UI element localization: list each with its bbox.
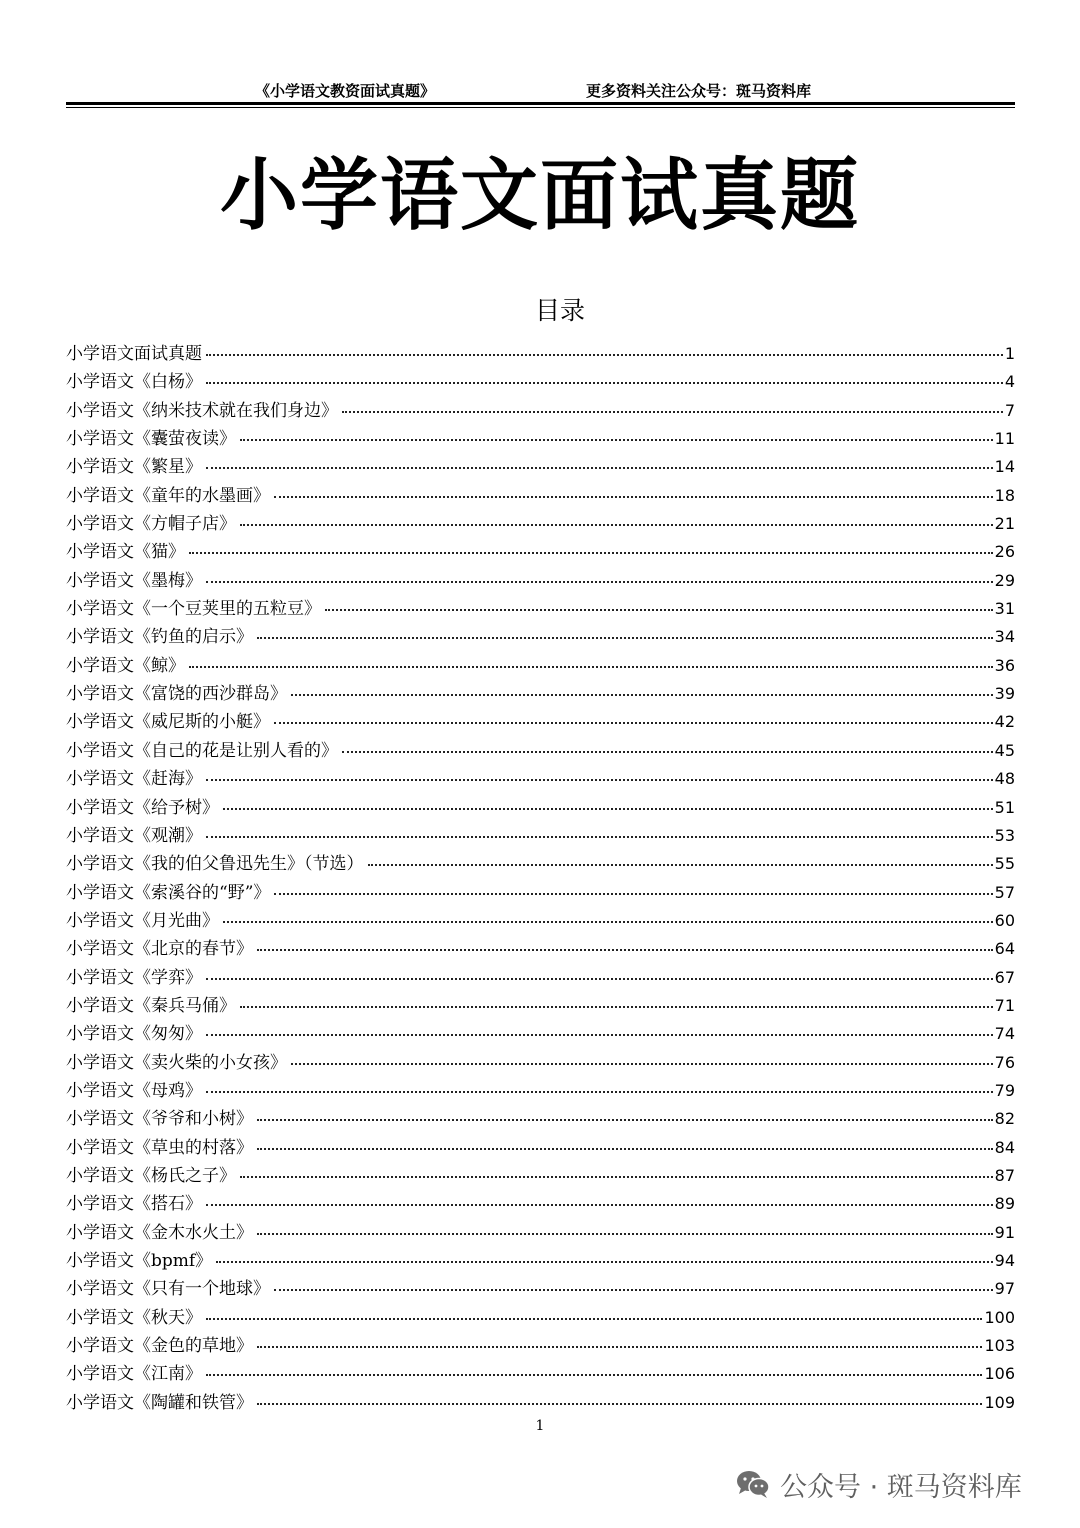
- toc-entry-page: 100: [984, 1307, 1015, 1327]
- toc-entry-page: 45: [994, 740, 1015, 760]
- toc-entry-page: 26: [994, 542, 1015, 562]
- header-rule-thick: [66, 102, 1015, 105]
- toc-dot-leader: [240, 1006, 993, 1008]
- toc-entry[interactable]: [66, 567, 1015, 595]
- toc-entry[interactable]: [66, 1247, 1015, 1275]
- toc-entry[interactable]: [66, 652, 1015, 680]
- toc-dot-leader: [206, 581, 993, 583]
- toc-entry-page: 76: [994, 1052, 1015, 1072]
- toc-entry-title: 小学语文《赶海》: [66, 769, 202, 790]
- toc-dot-leader: [206, 467, 993, 469]
- toc-entry-title: 小学语文《童年的水墨画》: [66, 485, 270, 506]
- toc-entry-title: 小学语文《白杨》: [66, 372, 202, 393]
- toc-entry-page: 79: [994, 1080, 1015, 1100]
- toc-entry-page: 34: [994, 627, 1015, 647]
- toc-entry-title: 小学语文《草虫的村落》: [66, 1137, 253, 1158]
- toc-entry-title: 小学语文《给予树》: [66, 797, 219, 818]
- toc-entry-title: 小学语文《索溪谷的“野”》: [66, 882, 271, 903]
- toc-entry-title: 小学语文面试真题: [66, 344, 202, 364]
- toc-entry-title: 小学语文《杨氏之子》: [66, 1165, 236, 1186]
- toc-entry-title: 小学语文《陶罐和铁管》: [66, 1392, 253, 1413]
- wechat-icon: [736, 1469, 770, 1499]
- toc-dot-leader: [274, 496, 993, 498]
- toc-entry-page: 89: [994, 1194, 1015, 1214]
- toc-entry-title: 小学语文《卖火柴的小女孩》: [66, 1052, 287, 1073]
- toc-entry-page: 57: [994, 882, 1015, 902]
- toc-entry-title: 小学语文《纳米技术就在我们身边》: [66, 400, 338, 421]
- toc-dot-leader: [206, 1204, 993, 1206]
- toc-dot-leader: [257, 1148, 993, 1150]
- header-rule-thin: [66, 107, 1015, 108]
- toc-entry-title: 小学语文《月光曲》: [66, 910, 219, 931]
- toc-entry[interactable]: [66, 1020, 1015, 1048]
- toc-dot-leader: [240, 439, 993, 441]
- toc-entry-title: 小学语文《金木水火土》: [66, 1222, 253, 1243]
- toc-entry[interactable]: [66, 1304, 1015, 1332]
- watermark-text: 公众号 · 斑马资料库: [780, 1471, 1022, 1503]
- toc-dot-leader: [257, 637, 993, 639]
- toc-entry[interactable]: [66, 425, 1015, 453]
- header-book-title: 《小学语文教资面试真题》: [255, 82, 436, 100]
- toc-dot-leader: [189, 666, 993, 668]
- toc-dot-leader: [291, 1063, 993, 1065]
- toc-entry[interactable]: [66, 595, 1015, 623]
- toc-entry[interactable]: [66, 340, 1015, 368]
- toc-entry-page: 42: [994, 712, 1015, 732]
- toc-entry-page: 18: [994, 485, 1015, 505]
- toc-entry-page: 7: [1004, 400, 1015, 420]
- toc-entry-title: 小学语文《方帽子店》: [66, 514, 236, 535]
- toc-entry-page: 64: [994, 939, 1015, 959]
- toc-entry-title: 小学语文《猫》: [66, 542, 185, 563]
- toc-entry-page: 51: [994, 797, 1015, 817]
- toc-entry[interactable]: [66, 765, 1015, 793]
- toc-entry-page: 74: [994, 1024, 1015, 1044]
- toc-entry-page: 4: [1004, 372, 1015, 392]
- toc-dot-leader: [206, 779, 993, 781]
- toc-dot-leader: [342, 411, 1003, 413]
- toc-entry-title: 小学语文《母鸡》: [66, 1080, 202, 1101]
- toc-entry[interactable]: [66, 737, 1015, 765]
- page-header: [66, 78, 1015, 100]
- toc-entry-title: 小学语文《观潮》: [66, 825, 202, 846]
- document-title: 小学语文面试真题: [219, 150, 860, 241]
- toc-entry[interactable]: [66, 538, 1015, 566]
- toc-entry-page: 84: [994, 1137, 1015, 1157]
- toc-entry-page: 82: [994, 1109, 1015, 1129]
- toc-entry-title: 小学语文《墨梅》: [66, 570, 202, 591]
- toc-entry[interactable]: [66, 623, 1015, 651]
- toc-entry-page: 91: [994, 1222, 1015, 1242]
- toc-entry-title: 小学语文《一个豆荚里的五粒豆》: [66, 599, 321, 620]
- toc-entry[interactable]: [66, 935, 1015, 963]
- toc-dot-leader: [291, 694, 993, 696]
- toc-entry-page: 97: [994, 1279, 1015, 1299]
- toc-dot-leader: [240, 524, 993, 526]
- toc-entry[interactable]: [66, 992, 1015, 1020]
- toc-entry-page: 48: [994, 769, 1015, 789]
- toc-entry[interactable]: [66, 1077, 1015, 1105]
- toc-entry[interactable]: [66, 907, 1015, 935]
- toc-entry-page: 106: [984, 1364, 1015, 1384]
- header-promo-text: 更多资料关注公众号：斑马资料库: [586, 82, 812, 100]
- toc-entry-page: 94: [994, 1251, 1015, 1270]
- toc-entry[interactable]: [66, 1190, 1015, 1218]
- toc-dot-leader: [206, 1091, 993, 1093]
- toc-entry-title: 小学语文《金色的草地》: [66, 1336, 253, 1357]
- toc-entry-title: 小学语文《威尼斯的小艇》: [66, 712, 270, 733]
- toc-dot-leader: [257, 1233, 993, 1235]
- toc-entry[interactable]: [66, 1360, 1015, 1388]
- toc-dot-leader: [206, 1318, 982, 1320]
- toc-entry[interactable]: [66, 1134, 1015, 1162]
- toc-dot-leader: [216, 1261, 992, 1263]
- toc-entry[interactable]: [66, 1162, 1015, 1190]
- toc-entry-title: 小学语文《秋天》: [66, 1307, 202, 1328]
- toc-entry[interactable]: [66, 1389, 1015, 1417]
- toc-dot-leader: [206, 1374, 982, 1376]
- toc-entry-title: 小学语文《繁星》: [66, 457, 202, 478]
- toc-dot-leader: [368, 864, 993, 866]
- toc-entry-page: 1: [1004, 344, 1015, 363]
- toc-entry-title: 小学语文《bpmf》: [66, 1251, 213, 1271]
- toc-entry-page: 53: [994, 825, 1015, 845]
- toc-entry[interactable]: [66, 708, 1015, 736]
- toc-entry-title: 小学语文《我的伯父鲁迅先生》（节选）: [66, 854, 364, 875]
- toc-entry-title: 小学语文《江南》: [66, 1364, 202, 1385]
- toc-entry-title: 小学语文《北京的春节》: [66, 939, 253, 960]
- toc-entry-title: 小学语文《搭石》: [66, 1194, 202, 1215]
- page-number: 1: [535, 1418, 545, 1434]
- toc-entry-page: 39: [994, 684, 1015, 704]
- toc-entry-page: 29: [994, 570, 1015, 590]
- toc-entry-title: 小学语文《秦兵马俑》: [66, 995, 236, 1016]
- toc-dot-leader: [206, 382, 1003, 384]
- toc-entry[interactable]: [66, 1275, 1015, 1303]
- toc-entry[interactable]: [66, 1219, 1015, 1247]
- toc-entry-title: 小学语文《自己的花是让别人看的》: [66, 740, 338, 761]
- toc-dot-leader: [274, 893, 992, 895]
- toc-dot-leader: [189, 552, 993, 554]
- toc-dot-leader: [223, 921, 993, 923]
- toc-entry-page: 67: [994, 967, 1015, 987]
- toc-entry[interactable]: [66, 794, 1015, 822]
- toc-dot-leader: [342, 751, 993, 753]
- toc-dot-leader: [240, 1176, 993, 1178]
- toc-entry-title: 小学语文《学弈》: [66, 967, 202, 988]
- toc-entry-title: 小学语文《钓鱼的启示》: [66, 627, 253, 648]
- toc-entry-title: 小学语文《鲸》: [66, 655, 185, 676]
- toc-entry-title: 小学语文《匆匆》: [66, 1024, 202, 1045]
- toc-dot-leader: [274, 1289, 993, 1291]
- toc-dot-leader: [274, 722, 993, 724]
- toc-entry-page: 21: [994, 514, 1015, 534]
- toc-heading: 目录: [534, 296, 585, 325]
- toc-entry-title: 小学语文《囊萤夜读》: [66, 429, 236, 450]
- toc-entry[interactable]: [66, 850, 1015, 878]
- toc-entry[interactable]: [66, 1049, 1015, 1077]
- toc-entry[interactable]: [66, 482, 1015, 510]
- toc-entry-page: 60: [994, 910, 1015, 930]
- toc-dot-leader: [257, 1346, 982, 1348]
- toc-entry[interactable]: [66, 1332, 1015, 1360]
- toc-entry[interactable]: [66, 453, 1015, 481]
- toc-entry-page: 31: [994, 599, 1015, 619]
- toc-dot-leader: [206, 354, 1003, 356]
- toc-dot-leader: [223, 808, 993, 810]
- toc-dot-leader: [206, 1034, 993, 1036]
- toc-entry-page: 103: [984, 1336, 1015, 1356]
- toc-dot-leader: [206, 978, 993, 980]
- toc-entry-title: 小学语文《只有一个地球》: [66, 1279, 270, 1300]
- toc-entry-title: 小学语文《富饶的西沙群岛》: [66, 684, 287, 705]
- toc-entry[interactable]: [66, 368, 1015, 396]
- toc-entry[interactable]: [66, 879, 1015, 907]
- toc-entry[interactable]: [66, 964, 1015, 992]
- toc-entry-page: 71: [994, 995, 1015, 1015]
- toc-entry[interactable]: [66, 822, 1015, 850]
- toc-entry-title: 小学语文《爷爷和小树》: [66, 1109, 253, 1130]
- toc-entry[interactable]: [66, 510, 1015, 538]
- toc-entry-page: 87: [994, 1165, 1015, 1185]
- toc-dot-leader: [325, 609, 993, 611]
- toc-entry[interactable]: [66, 1105, 1015, 1133]
- table-of-contents: [66, 340, 1015, 1417]
- toc-dot-leader: [257, 949, 993, 951]
- toc-entry-page: 14: [994, 457, 1015, 477]
- toc-entry-page: 11: [994, 429, 1015, 449]
- toc-dot-leader: [257, 1119, 993, 1121]
- toc-entry[interactable]: [66, 397, 1015, 425]
- toc-dot-leader: [257, 1403, 982, 1405]
- toc-entry-page: 55: [994, 854, 1015, 874]
- toc-entry-page: 109: [984, 1392, 1015, 1412]
- toc-entry[interactable]: [66, 680, 1015, 708]
- wechat-watermark: [736, 1462, 1022, 1506]
- toc-dot-leader: [206, 836, 993, 838]
- toc-entry-page: 36: [994, 655, 1015, 675]
